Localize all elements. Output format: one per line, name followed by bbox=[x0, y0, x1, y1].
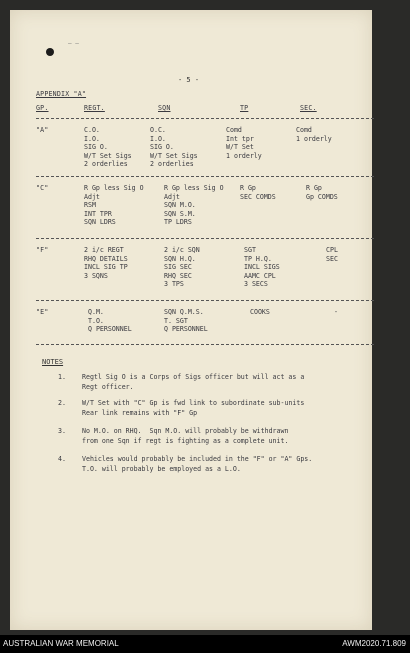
page-number: - 5 - bbox=[178, 76, 200, 84]
ink-mark: — — bbox=[68, 40, 79, 47]
divider bbox=[36, 344, 374, 345]
header-tp: TP bbox=[240, 104, 249, 112]
row-e-regt: Q.M. T.O. Q PERSONNEL bbox=[88, 308, 132, 334]
row-f-sec: CPL SEC bbox=[326, 246, 338, 263]
divider bbox=[36, 176, 374, 177]
row-c-gp: "C" bbox=[36, 184, 49, 192]
row-e-sqn: SQN Q.M.S. T. SGT Q PERSONNEL bbox=[164, 308, 208, 334]
row-e-sec: - bbox=[334, 308, 338, 316]
row-c-regt: R Gp less Sig O Adjt RSM INT TPR SQN LDRS bbox=[84, 184, 144, 227]
row-f-tp: SGT TP H.Q. INCL SIGS AAMC CPL 3 SECS bbox=[244, 246, 280, 289]
row-a-tp: Comd Int tpr W/T Set 1 orderly bbox=[226, 126, 262, 160]
row-f-gp: "F" bbox=[36, 246, 49, 254]
punch-hole bbox=[46, 48, 54, 56]
header-gp: GP. bbox=[36, 104, 49, 112]
header-regt: REGT. bbox=[84, 104, 105, 112]
footer-bar bbox=[0, 635, 410, 653]
notes-title: NOTES bbox=[42, 358, 64, 366]
row-e-tp: COOKS bbox=[250, 308, 270, 316]
row-c-sqn: R Gp less Sig O Adjt SQN M.O. SQN S.M. TP LDRS bbox=[164, 184, 224, 227]
row-a-sec: Comd 1 orderly bbox=[296, 126, 332, 143]
divider bbox=[36, 118, 374, 119]
footer-catalog-id: AWM2020.71.809 bbox=[342, 639, 406, 648]
row-f-sqn: 2 i/c SQN SQN H.Q. SIG SEC RHQ SEC 3 TPS bbox=[164, 246, 200, 289]
footer-source: AUSTRALIAN WAR MEMORIAL bbox=[3, 639, 119, 648]
row-f-regt: 2 i/c REGT RHQ DETAILS INCL SIG TP 3 SQNS bbox=[84, 246, 128, 280]
appendix-title: APPENDIX "A" bbox=[36, 90, 87, 98]
row-a-regt: C.O. I.O. SIG O. W/T Set Sigs 2 orderlies bbox=[84, 126, 132, 169]
row-a-sqn: O.C. I.O. SIG O. W/T Set Sigs 2 orderlies bbox=[150, 126, 198, 169]
row-a-gp: "A" bbox=[36, 126, 49, 134]
divider bbox=[36, 300, 374, 301]
row-e-gp: "E" bbox=[36, 308, 49, 316]
divider bbox=[36, 238, 374, 239]
row-c-tp: R Gp SEC COMDS bbox=[240, 184, 276, 201]
document-page: — — - 5 - APPENDIX "A" GP. REGT. SQN TP SEC. "A" C.O. I.O. SIG O. W/T Set Sigs 2 orderlies O.C. I.O. SIG O. W/T Set Sigs 2 orderlies Comd Int tpr W/T Set 1 orderly Comd 1 orderly "C" R Gp less Sig O Adjt RSM INT TPR SQN LDRS R Gp less Sig O Adjt SQN M.O. SQN S.M. TP LDRS R Gp SEC COMDS R Gp Gp COMDS "F" 2 i/c REGT RHQ DETAILS INCL SIG TP 3 SQNS 2 i/c SQN SQN H.Q. SIG SEC RHQ SEC 3 TPS SGT TP H.Q. INCL SIGS AAMC CPL 3 SECS CPL SEC "E" Q.M. T.O. Q PERSONNEL SQN Q.M.S. T. SGT Q PERSONNEL COOKS - NOTES 1. Regtl Sig O is a Corps of Sigs officer but will act as a Regt officer. 2. W/T Set with "C" Gp is fwd link to subordinate sub-units Rear link remains with "F" Gp 3. No M.O. on RHQ. Sqn M.O. will probably be withdrawn from one Sqn if regt is fighting as a complete unit. 4. Vehicles would probably be included in the "F" or "A" Gps. T.O. will probably be employed as a L.O. bbox=[10, 10, 372, 630]
row-c-sec: R Gp Gp COMDS bbox=[306, 184, 338, 201]
header-sec: SEC. bbox=[300, 104, 317, 112]
header-sqn: SQN bbox=[158, 104, 171, 112]
